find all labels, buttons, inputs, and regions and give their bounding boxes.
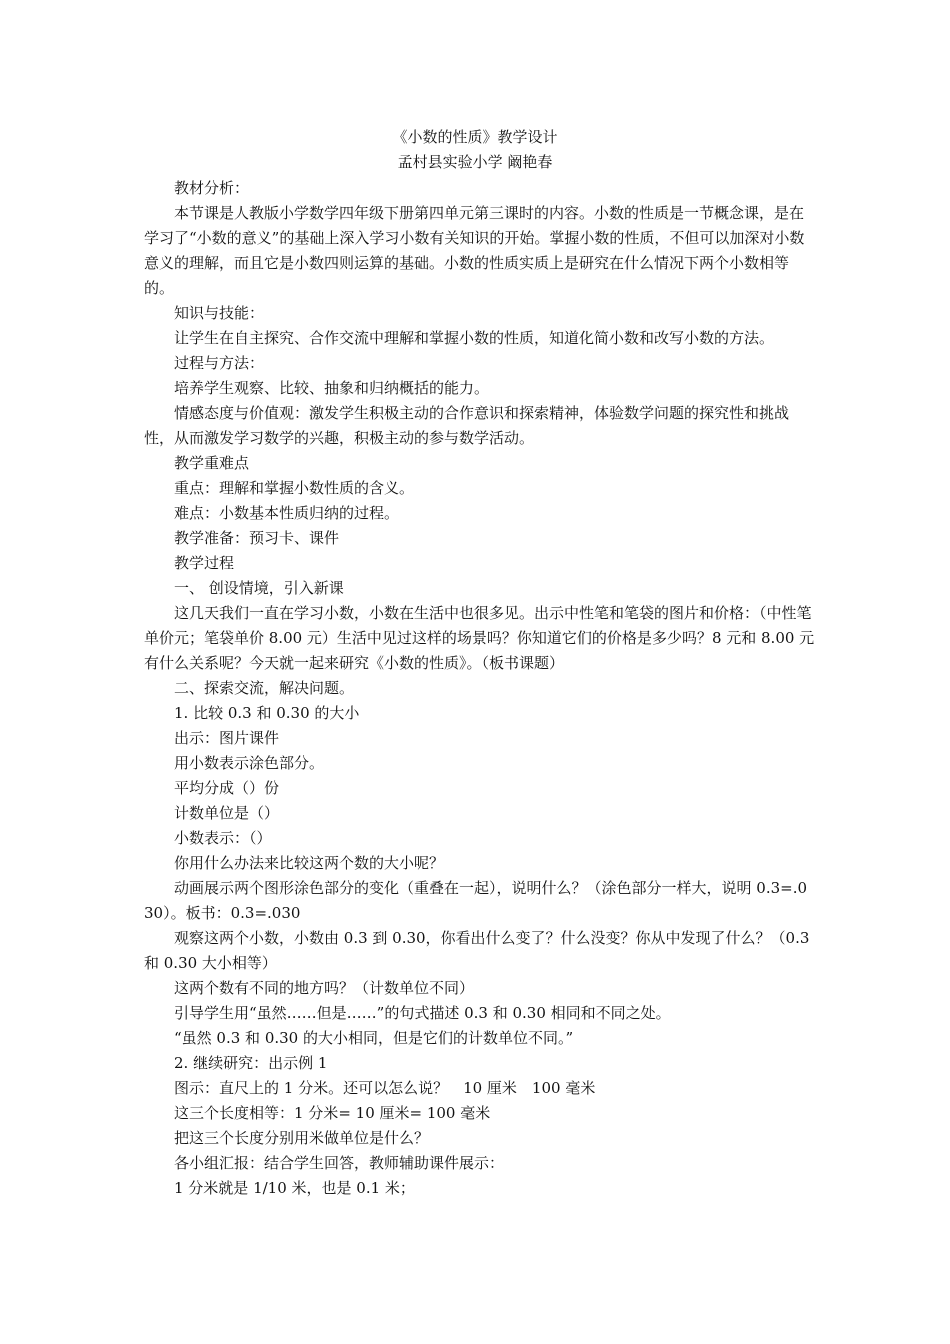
paragraph: 重点：理解和掌握小数性质的含义。: [174, 479, 415, 497]
paragraph: 教材分析：: [174, 179, 250, 197]
paragraph: 引导学生用“虽然……但是……”的句式描述 0.3 和 0.30 相同和不同之处。: [174, 1004, 671, 1022]
document-body: [144, 176, 816, 1201]
paragraph: 这三个长度相等：1 分米= 10 厘米= 100 毫米: [174, 1104, 491, 1122]
paragraph: 这几天我们一直在学习小数，小数在生活中也很多见。出示中性笔和笔袋的图片和价格：（中性笔单价元；笔袋单价 8.00 元）生活中见过这样的场景吗？你知道它们的价格是多少吗？8 元和 8.00 元有什么关系呢？今天就一起来研究《小数的性质》。（板书课题）: [144, 604, 815, 672]
paragraph: 图示：直尺上的 1 分米。还可以怎么说？ 10 厘米 100 毫米: [174, 1079, 596, 1097]
paragraph: “虽然 0.3 和 0.30 的大小相同，但是它们的计数单位不同。”: [174, 1029, 574, 1047]
document-title: 《小数的性质》教学设计: [392, 128, 558, 146]
paragraph: 1 分米就是 1/10 米，也是 0.1 米；: [174, 1179, 415, 1197]
paragraph: 难点：小数基本性质归纳的过程。: [174, 504, 400, 522]
paragraph: 用小数表示涂色部分。: [174, 754, 325, 772]
paragraph: 教学过程: [174, 554, 235, 572]
paragraph: 把这三个长度分别用米做单位是什么？: [174, 1129, 430, 1147]
paragraph: 你用什么办法来比较这两个数的大小呢？: [174, 854, 445, 872]
paragraph: 观察这两个小数，小数由 0.3 到 0.30，你看出什么变了？什么没变？你从中发现了什么？（0.3 和 0.30 大小相等）: [144, 929, 810, 972]
paragraph: 二、探索交流，解决问题。: [174, 679, 355, 697]
paragraph: 情感态度与价值观：激发学生积极主动的合作意识和探索精神，体验数学问题的探究性和挑战性，从而激发学习数学的兴趣，积极主动的参与数学活动。: [144, 404, 790, 447]
paragraph: 小数表示：（）: [174, 829, 272, 847]
paragraph: 平均分成（）份: [174, 779, 280, 797]
document-author: 孟村县实验小学 阚艳春: [397, 153, 553, 171]
paragraph: 本节课是人教版小学数学四年级下册第四单元第三课时的内容。小数的性质是一节概念课，是在学习了“小数的意义”的基础上深入学习小数有关知识的开始。掌握小数的性质，不但可以加深对小数意义的理解，而且它是小数四则运算的基础。小数的性质实质上是研究在什么情况下两个小数相等的。: [144, 204, 805, 297]
paragraph: 一、 创设情境，引入新课: [174, 579, 344, 597]
paragraph: 动画展示两个图形涂色部分的变化（重叠在一起），说明什么？（涂色部分一样大，说明 0.3=.030）。板书：0.3=.030: [144, 879, 808, 922]
paragraph: 这两个数有不同的地方吗？（计数单位不同）: [174, 979, 475, 997]
paragraph: 教学重难点: [174, 454, 250, 472]
paragraph: 出示：图片课件: [174, 729, 280, 747]
paragraph: 计数单位是（）: [174, 804, 280, 822]
paragraph: 教学准备：预习卡、课件: [174, 529, 340, 547]
paragraph: 2. 继续研究：出示例 1: [174, 1054, 328, 1072]
paragraph: 知识与技能：: [174, 304, 265, 322]
paragraph: 1. 比较 0.3 和 0.30 的大小: [174, 704, 360, 722]
paragraph: 各小组汇报：结合学生回答，教师辅助课件展示：: [174, 1154, 505, 1172]
paragraph: 过程与方法：: [174, 354, 265, 372]
paragraph: 培养学生观察、比较、抽象和归纳概括的能力。: [174, 379, 490, 397]
paragraph: 让学生在自主探究、合作交流中理解和掌握小数的性质，知道化简小数和改写小数的方法。: [174, 329, 775, 347]
